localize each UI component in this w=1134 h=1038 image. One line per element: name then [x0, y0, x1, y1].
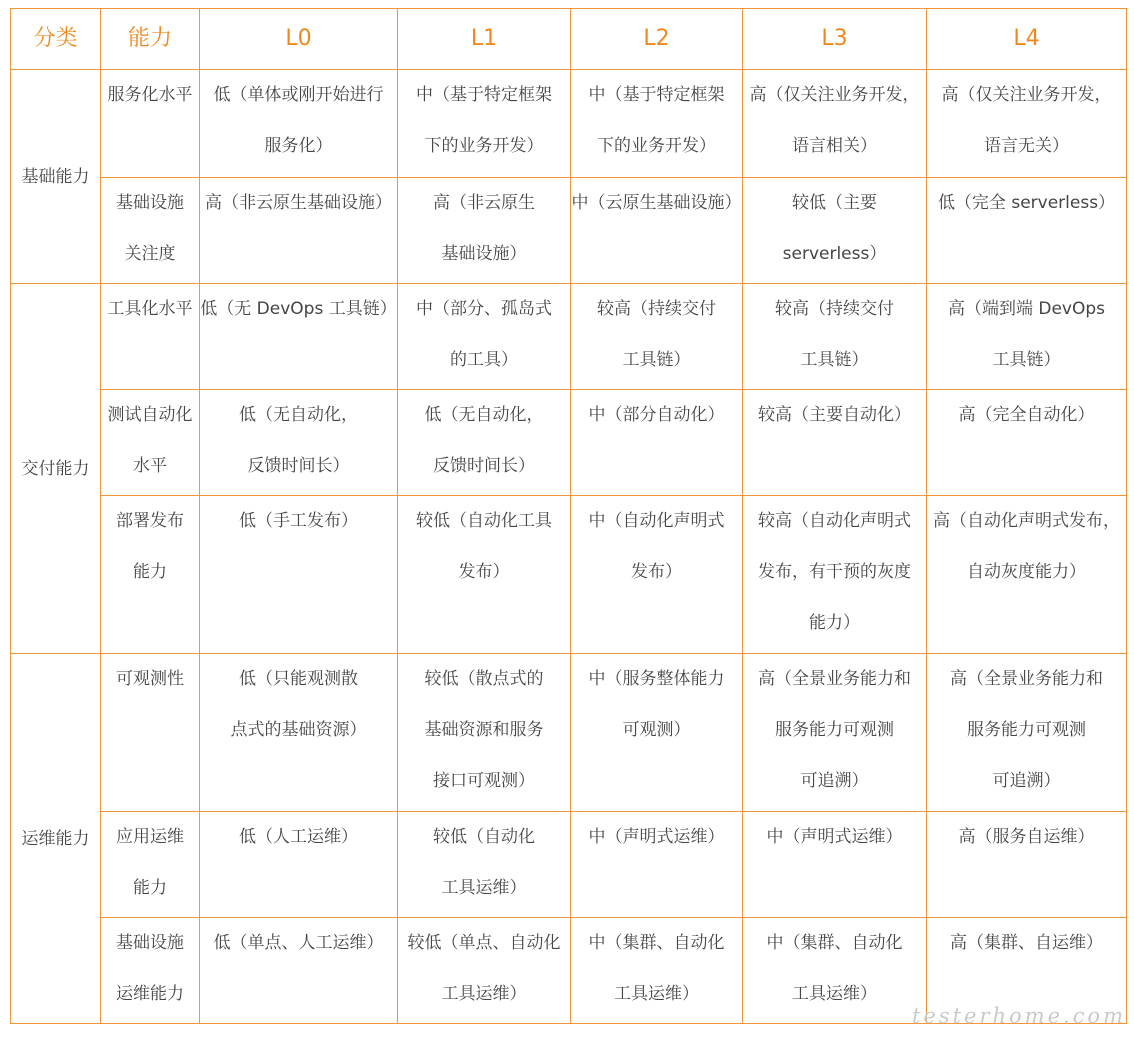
category-cell: 运维能力: [11, 654, 101, 1024]
level-cell: [743, 70, 927, 178]
level-cell: [743, 284, 927, 390]
cell-text-line: 高（服务自运维）: [958, 827, 1095, 847]
cell-text-line: 工具运维）: [614, 984, 699, 1004]
level-cell: [927, 284, 1127, 390]
level-cell: [200, 812, 398, 918]
ability-cell: [101, 812, 200, 918]
cell-text-line: 服务化水平: [107, 85, 193, 105]
level-cell: [927, 70, 1127, 178]
cell-text-line: 低（无自动化，: [424, 405, 544, 425]
level-cell: [743, 496, 927, 654]
cell-text-line: 较低（主要: [792, 193, 877, 213]
cell-text-line: 高（全景业务能力和: [758, 669, 911, 689]
level-cell: [398, 812, 571, 918]
cell-text-line: 的工具）: [450, 350, 518, 370]
cell-text-line: 低（完全 serverless）: [937, 193, 1116, 213]
category-cell: 交付能力: [11, 284, 101, 654]
cell-text-line: 下的业务开发）: [424, 136, 544, 156]
ability-cell: [101, 496, 200, 654]
header-cell: L2: [571, 9, 743, 70]
level-cell: [571, 918, 743, 1024]
cell-text-line: 较低（单点、自动化: [407, 933, 561, 953]
table-row: [11, 654, 1127, 812]
cell-text-line: 应用运维: [116, 827, 184, 847]
level-cell: [571, 496, 743, 654]
cell-text-line: 发布，有干预的灰度: [758, 562, 911, 582]
cell-text-line: 中（声明式运维）: [588, 827, 725, 847]
level-cell: [571, 70, 743, 178]
level-cell: [200, 390, 398, 496]
cell-text-line: 可追溯）: [992, 771, 1061, 791]
cell-text-line: 工具链）: [622, 350, 691, 370]
cell-text-line: 语言相关）: [792, 136, 877, 156]
table-row: [11, 178, 1127, 284]
header-cell: L1: [398, 9, 571, 70]
level-cell: [200, 654, 398, 812]
cell-text-line: 较高（持续交付: [775, 299, 894, 319]
level-cell: [200, 496, 398, 654]
header-row: [11, 9, 1127, 70]
header-cell: 能力: [101, 9, 200, 70]
cell-text-line: 中（自动化声明式: [588, 511, 725, 531]
level-cell: [927, 654, 1127, 812]
cell-text-line: 高（仅关注业务开发，: [941, 85, 1112, 105]
cell-text-line: 反馈时间长）: [247, 456, 350, 476]
cell-text-line: 中（基于特定框架: [416, 85, 552, 105]
cell-text-line: 高（自动化声明式发布，: [933, 511, 1120, 531]
cell-text-line: 工具运维）: [441, 878, 527, 898]
cell-text-line: 下的业务开发）: [597, 136, 716, 156]
category-cell: 基础能力: [11, 70, 101, 284]
cell-text-line: 基础设施: [116, 933, 184, 953]
cell-text-line: 较低（散点式的: [424, 669, 544, 689]
cell-text-line: 基础设施: [116, 193, 184, 213]
cell-text-line: 中（服务整体能力: [588, 669, 725, 689]
cell-text-line: 服务能力可观测: [775, 720, 894, 740]
cell-text-line: 基础设施）: [441, 244, 527, 264]
cell-text-line: 基础资源和服务: [424, 720, 544, 740]
table-row: [11, 390, 1127, 496]
cell-text-line: 能力）: [809, 613, 860, 633]
cell-text-line: 低（无自动化，: [239, 405, 358, 425]
level-cell: [927, 178, 1127, 284]
cell-text-line: 可追溯）: [800, 771, 869, 791]
cell-text-line: 中（声明式运维）: [766, 827, 903, 847]
level-cell: [743, 812, 927, 918]
ability-cell: [101, 918, 200, 1024]
cell-text-line: 高（仅关注业务开发，: [749, 85, 920, 105]
table-row: [11, 284, 1127, 390]
header-cell: 分类: [11, 9, 101, 70]
cell-text-line: 发布）: [458, 562, 510, 582]
cell-text-line: 中（集群、自动化: [766, 933, 903, 953]
level-cell: [398, 654, 571, 812]
header-cell: L3: [743, 9, 927, 70]
cell-text-line: serverless）: [782, 244, 887, 264]
level-cell: [398, 70, 571, 178]
level-cell: [927, 812, 1127, 918]
cell-text-line: 低（手工发布）: [239, 511, 358, 531]
cell-text-line: 较高（自动化声明式: [758, 511, 911, 531]
cell-text-line: 能力: [133, 562, 167, 582]
cell-text-line: 自动灰度能力）: [967, 562, 1086, 582]
cell-text-line: 可观测性: [116, 669, 184, 689]
cell-text-line: 中（云原生基础设施）: [571, 193, 742, 213]
level-cell: [398, 918, 571, 1024]
cell-text-line: 较高（主要自动化）: [758, 405, 911, 425]
level-cell: [571, 178, 743, 284]
level-cell: [743, 654, 927, 812]
watermark: testerhome.com: [911, 1004, 1126, 1028]
cell-text-line: 运维能力: [116, 984, 184, 1004]
cell-text-line: 高（非云原生基础设施）: [205, 193, 392, 213]
level-cell: [200, 284, 398, 390]
cell-text-line: 高（全景业务能力和: [950, 669, 1103, 689]
cell-text-line: 工具链）: [992, 350, 1061, 370]
level-cell: [743, 390, 927, 496]
ability-cell: [101, 284, 200, 390]
cell-text-line: 可观测）: [622, 720, 691, 740]
table-row: [11, 812, 1127, 918]
cell-text-line: 反馈时间长）: [433, 456, 535, 476]
cell-text-line: 中（部分自动化）: [588, 405, 725, 425]
cell-text-line: 工具运维）: [441, 984, 527, 1004]
header-cell: L4: [927, 9, 1127, 70]
level-cell: [571, 284, 743, 390]
level-cell: [398, 390, 571, 496]
level-cell: [927, 390, 1127, 496]
level-cell: [571, 812, 743, 918]
cell-text-line: 工具链）: [800, 350, 869, 370]
level-cell: [200, 918, 398, 1024]
cell-text-line: 工具化水平: [107, 299, 193, 319]
cell-text-line: 高（端到端 DevOps: [947, 299, 1106, 319]
level-cell: [200, 70, 398, 178]
cell-text-line: 测试自动化: [107, 405, 193, 425]
level-cell: [571, 654, 743, 812]
cell-text-line: 发布）: [631, 562, 682, 582]
level-cell: [743, 918, 927, 1024]
ability-cell: [101, 70, 200, 178]
cell-text-line: 工具运维）: [792, 984, 877, 1004]
ability-cell: [101, 654, 200, 812]
cell-text-line: 服务化）: [264, 136, 333, 156]
cell-text-line: 中（部分、孤岛式: [416, 299, 552, 319]
cell-text-line: 高（集群、自运维）: [950, 933, 1103, 953]
level-cell: [571, 390, 743, 496]
cell-text-line: 低（人工运维）: [239, 827, 358, 847]
cell-text-line: 服务能力可观测: [967, 720, 1086, 740]
cell-text-line: 点式的基础资源）: [230, 720, 367, 740]
cell-text-line: 低（无 DevOps 工具链）: [200, 299, 397, 319]
level-cell: [398, 178, 571, 284]
cell-text-line: 较低（自动化工具: [416, 511, 552, 531]
ability-cell: [101, 390, 200, 496]
level-cell: [398, 496, 571, 654]
cell-text-line: 较低（自动化: [433, 827, 535, 847]
cell-text-line: 高（完全自动化）: [958, 405, 1095, 425]
cell-text-line: 低（单体或刚开始进行: [213, 85, 384, 105]
level-cell: [743, 178, 927, 284]
cell-text-line: 低（只能观测散: [239, 669, 358, 689]
level-cell: [398, 284, 571, 390]
ability-cell: [101, 178, 200, 284]
cell-text-line: 较高（持续交付: [597, 299, 716, 319]
cell-text-line: 接口可观测）: [433, 771, 535, 791]
table-row: [11, 70, 1127, 178]
cell-text-line: 中（集群、自动化: [588, 933, 725, 953]
cell-text-line: 关注度: [124, 244, 176, 264]
cell-text-line: 语言无关）: [984, 136, 1069, 156]
cell-text-line: 水平: [133, 456, 167, 476]
table-row: [11, 496, 1127, 654]
cell-text-line: 能力: [133, 878, 167, 898]
cell-text-line: 部署发布: [116, 511, 184, 531]
level-cell: [927, 496, 1127, 654]
cell-text-line: 中（基于特定框架: [588, 85, 725, 105]
cell-text-line: 低（单点、人工运维）: [213, 933, 384, 953]
maturity-table: [10, 8, 1127, 1024]
header-cell: L0: [200, 9, 398, 70]
cell-text-line: 高（非云原生: [433, 193, 535, 213]
level-cell: [200, 178, 398, 284]
